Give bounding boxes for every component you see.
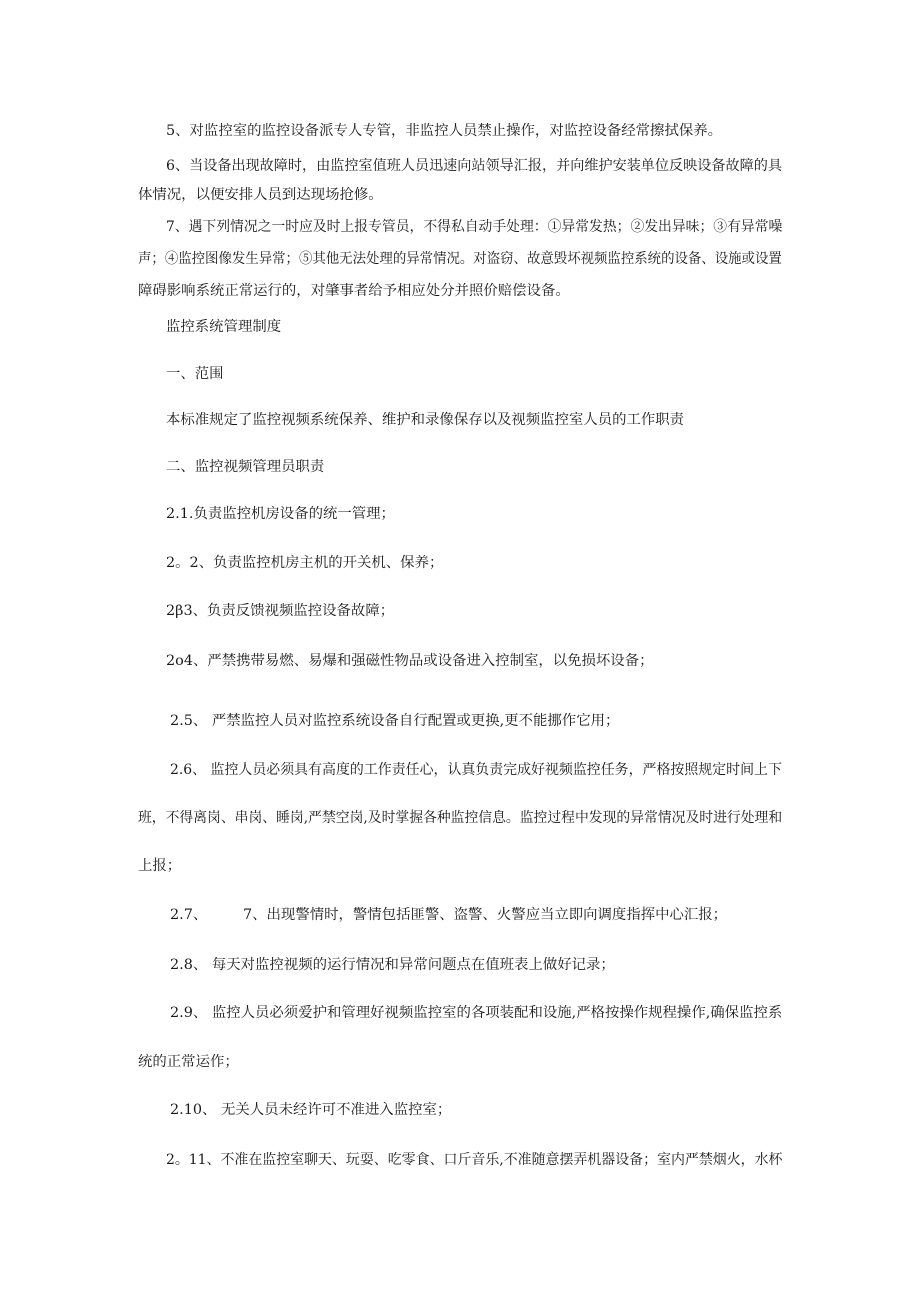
paragraph-6-line-1: 6、当设备出现故障时，由监控室值班人员迅速向站领导汇报，并向维护安装单位反映设备故障的具 [166,158,782,174]
item-2-2: 2。2、负责监控机房主机的开关机、保养； [166,555,444,571]
section-1-text: 本标准规定了监控视频系统保养、维护和录像保存以及视频监控室人员的工作职责 [166,412,685,428]
item-2-9-line-2: 统的正常运作； [138,1054,239,1070]
item-2-6-line-2: 班，不得离岗、串岗、睡岗,严禁空岗,及时掌握各种监控信息。监控过程中发现的异常情况及时进行处理和 [138,810,783,826]
document-title: 监控系统管理制度 [166,319,282,335]
item-2-6-line-1: 2.6、 监控人员必须具有高度的工作责任心，认真负责完成好视频监控任务，严格按照规定时间上下 [170,762,782,778]
item-2-5: 2.5、 严禁监控人员对监控系统设备自行配置或更换,更不能挪作它用； [170,713,620,729]
section-2-heading: 二、监控视频管理员职责 [166,459,325,475]
item-2-4: 2o4、严禁携带易燃、易爆和强磁性物品或设备进入控制室，以免损坏设备； [166,653,654,669]
paragraph-7-line-3: 障碍影响系统正常运行的，对肇事者给予相应处分并照价赔偿设备。 [138,283,570,299]
paragraph-7-line-2: 声；④监控图像发生异常；⑤其他无法处理的异常情况。对盗窃、故意毁坏视频监控系统的设备、设施或设置 [138,251,782,267]
item-2-10: 2.10、 无关人员未经许可不准进入监控室； [170,1102,452,1118]
item-2-7-number: 2.7、 [170,907,208,923]
item-2-1: 2.1.负责监控机房设备的统一管理； [166,506,395,522]
paragraph-7-line-1: 7、遇下列情况之一时应及时上报专管员，不得私自动手处理：①异常发热；②发出异味；③有异常噪 [166,219,783,235]
item-2-11: 2。11、不准在监控室聊天、玩耍、吃零食、口斤音乐,不准随意摆弄机器设备；室内严禁烟火，水杯 [166,1152,783,1168]
paragraph-6-line-2: 体情况，以便安排人员到达现场抢修。 [138,187,383,203]
paragraph-5: 5、对监控室的监控设备派专人专管，非监控人员禁止操作，对监控设备经常擦拭保养。 [166,123,723,139]
item-2-7-text: 7、出现警情时，警情包括匪警、盗警、火警应当立即向调度指挥中心汇报； [243,907,728,923]
item-2-3: 2β3、负责反馈视频监控设备故障； [166,603,395,619]
section-1-heading: 一、范围 [166,366,224,382]
item-2-6-line-3: 上报； [138,858,182,874]
item-2-8: 2.8、 每天对监控视频的运行情况和异常问题点在值班表上做好记录； [170,957,615,973]
item-2-9-line-1: 2.9、 监控人员必须爱护和管理好视频监控室的各项装配和设施,严格按操作规程操作,确保监控系 [170,1005,783,1021]
